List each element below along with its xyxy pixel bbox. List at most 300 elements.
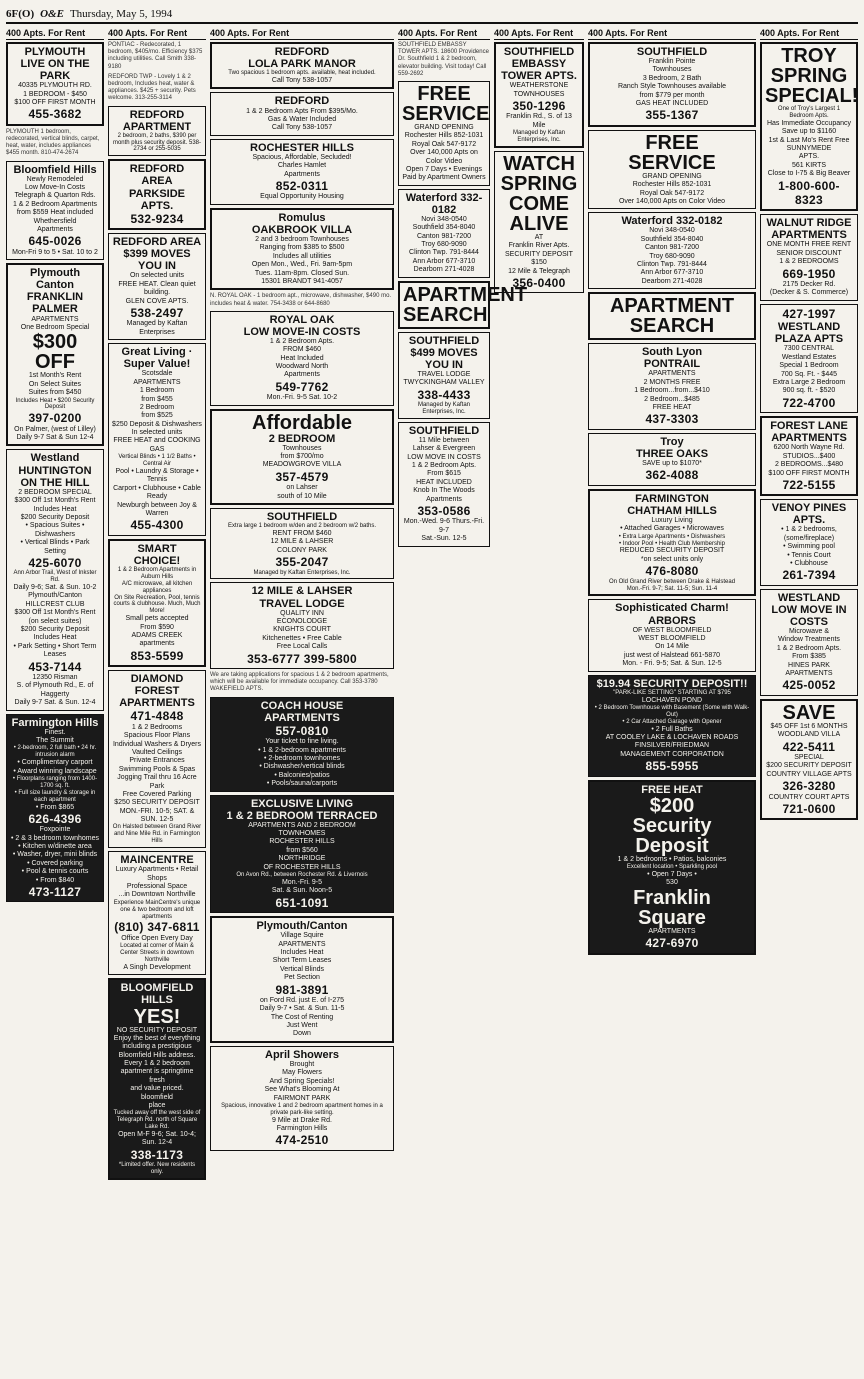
- ad-line: On Select Suites: [28, 380, 82, 388]
- ad-phone: 626-4396: [28, 811, 82, 826]
- ad-line: LOCHAVEN POND: [641, 696, 703, 704]
- ad-copy: Located at corner of Main & Center Streets in downtown Northville: [120, 943, 194, 964]
- ad-heading: 12 MILE & LAHSER: [251, 585, 353, 598]
- ad-heading: 2 BEDROOM: [268, 432, 336, 445]
- ad-line: 2 MONTHS FREE: [643, 378, 701, 386]
- ad-heading: MAINCENTRE: [120, 854, 194, 867]
- ad-heading: DIAMOND FOREST: [130, 673, 184, 698]
- ad-line: TRAVEL LODGE: [417, 370, 471, 378]
- ad-copy: Managed by Kaftan Enterprises, Inc.: [512, 130, 566, 144]
- ad-phone: 538-2497: [130, 305, 184, 320]
- ad-line: • Pools/sauna/carports: [266, 780, 338, 788]
- ad-line: And Spring Specials!: [269, 1077, 335, 1085]
- ad-line: 2175 Decker Rd.: [782, 281, 836, 289]
- ad-copy: Excellent location • Sparkling pool: [626, 864, 718, 871]
- ad-line: Vaulted Ceilings: [131, 748, 183, 756]
- ad-line: • Kitchen w/dinette area: [18, 843, 92, 851]
- ad-line: Includes Heat: [280, 948, 324, 956]
- ad-line: $250 SECURITY DEPOSIT: [114, 799, 200, 807]
- ad-headline: $300 OFF: [32, 331, 78, 374]
- ad-line: 3 Bedroom, 2 Bath: [642, 74, 702, 82]
- ad-line: Open M-F 9-6; Sat. 10-4; Sun. 12-4: [118, 1131, 196, 1147]
- ad-line: Small pets accepted: [125, 615, 189, 623]
- ad-phone: 855-5955: [645, 759, 699, 774]
- ad-line: SAVE up to $1070*: [642, 459, 702, 467]
- ad-line: 1st & Last Mo's Rent Free: [768, 136, 850, 144]
- ad-line: Sat.-Sun. 12-5: [421, 535, 467, 543]
- ad-line: Troy 680-9090: [421, 241, 467, 249]
- display-ad: [210, 697, 394, 792]
- ad-line: • Dishwasher/vertical blinds: [259, 763, 345, 771]
- ad-phone: 721-0600: [782, 801, 836, 816]
- ad-phone: 722-4700: [782, 395, 836, 410]
- ad-line: $200 Security Deposit: [20, 626, 90, 634]
- display-ad: [760, 304, 858, 413]
- ad-line: south of 10 Mile: [277, 492, 327, 500]
- ad-line: Knob In The Woods: [413, 487, 475, 495]
- ad-copy: On Site Recreation, Pool, tennis courts & clubhouse. Much, Much More!: [113, 594, 201, 615]
- ad-phone: 425-0052: [782, 678, 836, 693]
- ad-line: from $779 per month: [639, 91, 705, 99]
- ad-line: KNIGHTS COURT: [273, 626, 331, 634]
- ad-phone: 474-2510: [275, 1133, 329, 1148]
- ad-phone: 455-4300: [130, 518, 184, 533]
- ad-line: Daily 9-6; Sat. & Sun. 10-2: [13, 584, 97, 592]
- ad-line: Sat. & Sun. Noon-5: [271, 887, 333, 895]
- ad-line: Every 1 & 2 bedroom: [124, 1060, 190, 1068]
- ad-line: Free Local Calls: [276, 643, 328, 651]
- ad-line: WEST BLOOMFIELD: [638, 635, 706, 642]
- ad-line: GRAND OPENING: [642, 172, 702, 180]
- ad-line: WEATHERSTONE: [509, 82, 569, 90]
- ad-line: • Washer, dryer, mini blinds: [12, 851, 98, 859]
- section-heading: 400 Apts. For Rent: [494, 28, 584, 40]
- ad-line: APARTMENTS: [133, 378, 181, 386]
- ad-line: Private Entrances: [129, 757, 185, 765]
- display-ad: [398, 332, 490, 419]
- section-heading: 400 Apts. For Rent: [398, 28, 490, 40]
- display-ad: [108, 343, 206, 536]
- ad-headline: Franklin: [633, 886, 711, 909]
- ad-line: Ann Arbor 677-3710: [412, 257, 476, 265]
- ad-heading: ARBORS: [648, 614, 696, 627]
- ad-line: Franklin River Apts.: [508, 242, 570, 250]
- ad-line: SPECIAL: [794, 754, 824, 761]
- ad-line: Royal Oak 547-9172: [639, 189, 705, 197]
- ad-line: A Singh Development: [123, 963, 191, 971]
- ad-line: See What's Blooming At: [264, 1086, 340, 1094]
- ad-line: The Summit: [36, 737, 74, 745]
- display-ad: [588, 292, 756, 340]
- display-ad: [398, 81, 490, 186]
- ad-heading: COACH HOUSE: [260, 699, 344, 712]
- ad-line: Apartments: [426, 495, 462, 503]
- ad-line: Royal Oak 547-9172: [411, 140, 477, 148]
- ad-line: ADAMS CREEK: [131, 631, 183, 639]
- ad-heading: Sophisticated Charm!: [615, 602, 729, 615]
- ad-headline: SAVE: [782, 701, 836, 724]
- ad-line: Short Term Leases: [272, 957, 332, 965]
- ad-line: 2 Bedroom...$485: [644, 395, 700, 403]
- ad-phone: 669-1950: [782, 266, 836, 281]
- ad-heading: WESTLAND PLAZA APTS: [774, 321, 844, 346]
- ad-line: Spacious Floor Plans: [123, 732, 191, 740]
- ad-line: Daily 9-7 Sat. & Sun. 12-4: [14, 699, 96, 707]
- ad-copy: *Limited offer. New residents only.: [118, 1162, 196, 1176]
- ad-line: 2 Bedroom: [139, 403, 175, 411]
- ad-line: Mon.-Fri. 9-5: [281, 878, 323, 886]
- ad-heading: April Showers: [265, 1048, 339, 1061]
- ad-line: APARTMENTS: [785, 670, 833, 678]
- section-heading: 400 Apts. For Rent: [210, 28, 394, 40]
- display-ad: [494, 42, 584, 148]
- ad-line: on Ford Rd. just E. of I-275: [259, 996, 345, 1004]
- ad-line: apartment is springtime fresh: [120, 1068, 194, 1084]
- ad-line: 530: [666, 879, 678, 887]
- ad-line: Gas & Water Included: [267, 115, 337, 123]
- ad-line: The Cost of Renting: [270, 1013, 334, 1021]
- display-ad: [398, 189, 490, 278]
- ad-headline: $200: [649, 794, 695, 817]
- publication-name: O&E: [40, 8, 64, 20]
- display-ad: [398, 422, 490, 547]
- ad-copy: On Old Grand River between Drake & Halstead: [608, 578, 736, 585]
- ad-line: HEAT INCLUDED: [416, 478, 472, 486]
- classified-columns: [6, 28, 858, 1358]
- ad-copy: • Indoor Pool • Health Club Membership: [619, 540, 725, 547]
- ad-line: 1 & 2 bedrooms • Patios, balconies: [617, 855, 727, 863]
- ad-line: 1 Bedroom: [139, 387, 175, 395]
- ad-headline: TROY: [781, 45, 837, 67]
- ad-line: TOWNHOUSES: [513, 90, 565, 98]
- ad-line: Luxury Apartments • Retail Shops: [115, 866, 199, 882]
- ad-heading: Bloomfield Hills: [13, 163, 97, 176]
- ad-copy: Managed by Kaftan Enterprises, Inc.: [417, 402, 471, 415]
- ad-heading: $19.94 SECURITY DEPOSIT!!: [596, 677, 748, 690]
- ad-heading: APARTMENTS: [771, 432, 847, 445]
- ad-line: ROCHESTER HILLS: [269, 838, 335, 846]
- display-ad: [398, 281, 528, 329]
- ad-copy: Managed by Kaftan Enterprises, Inc.: [253, 569, 351, 576]
- ad-line: On 14 Mile: [655, 643, 689, 651]
- ad-line: from $700/mo: [280, 453, 324, 461]
- issue-date: Thursday, May 5, 1994: [69, 8, 173, 20]
- ad-line: OF WEST BLOOMFIELD: [632, 626, 712, 634]
- ad-headline: Affordable: [252, 411, 352, 434]
- ad-phone: 353-0586: [417, 504, 471, 519]
- ad-heading: WALNUT RIDGE: [766, 217, 852, 230]
- ad-copy: 2 bedroom, 2 baths, $390 per month plus security deposit. 538-2734 or 255-5035: [112, 132, 202, 153]
- ad-heading: REDFORD: [274, 46, 330, 58]
- ad-heading: Plymouth Canton: [29, 267, 81, 292]
- ad-heading: EMBASSY TOWER APTS.: [501, 58, 577, 83]
- ad-line: 7300 CENTRAL: [783, 345, 835, 353]
- ad-line: • Park Setting • Short Term Leases: [13, 642, 97, 659]
- display-ad: [210, 208, 394, 291]
- display-ad: [210, 916, 394, 1043]
- ad-phone: 532-9234: [130, 211, 184, 226]
- section-heading: 400 Apts. For Rent: [760, 28, 858, 40]
- ad-phone: 981-3891: [275, 982, 329, 997]
- display-ad: [108, 159, 206, 230]
- ad-heading: EXCLUSIVE LIVING: [250, 797, 354, 810]
- ad-line: COLONY PARK: [277, 546, 327, 554]
- ad-line: Includes Heat: [33, 634, 77, 642]
- ad-line: Dearborn 271-4028: [413, 266, 475, 274]
- ad-line: From $385: [792, 653, 826, 661]
- ad-line: $45 OFF 1st 6 MONTHS: [770, 722, 848, 730]
- ad-line: Extra Large 2 Bedroom: [772, 378, 846, 386]
- ad-phone: 355-1367: [645, 108, 699, 123]
- ad-headline: APARTMENT: [403, 283, 528, 306]
- display-ad: [588, 130, 756, 210]
- ad-line: 40335 PLYMOUTH RD.: [18, 82, 92, 90]
- display-ad: [6, 714, 104, 903]
- ad-line: 12 Mile & Telegraph: [508, 267, 570, 275]
- ad-phone: 853-5599: [130, 648, 184, 663]
- ad-line: 2 and 3 bedroom Townhouses: [255, 235, 349, 243]
- ad-line: Professional Space: [126, 883, 188, 891]
- ad-copy: Includes Heat • $200 Security Deposit: [15, 397, 95, 411]
- ad-phone: 338-1173: [130, 1147, 184, 1162]
- ad-line: SUNNYMEDE: [786, 144, 832, 152]
- ad-phone: 1-800-600-8323: [778, 178, 840, 207]
- ad-line: LOW MOVE IN COSTS: [407, 453, 481, 461]
- ad-line: Bloomfield Hills address.: [118, 1051, 196, 1059]
- ad-line: Rochester Hills 852-1031: [632, 181, 712, 189]
- ad-line: SECURITY DEPOSIT $150: [505, 250, 573, 267]
- ad-headline: APARTMENT: [609, 295, 735, 318]
- ad-line: HILLCREST CLUB: [25, 600, 85, 608]
- ad-copy: Extra large 1 bedroom w/den and 2 bedroom w/2 baths.: [227, 523, 377, 530]
- ad-line: FREE HEAT and COOKING GAS: [113, 437, 201, 453]
- ad-line: APARTMENTS: [31, 315, 79, 323]
- ad-phone: 422-5411: [782, 739, 836, 754]
- ad-line: Apartments: [284, 371, 320, 379]
- ad-copy: • 2 Bedroom Townhouse with Basement (Some with Walk-Out): [594, 704, 750, 718]
- ad-line: Clinton Twp. 791-8444: [637, 261, 707, 269]
- ad-line: Close to I-75 & Big Beaver: [767, 170, 851, 178]
- ad-line: APTS.: [798, 153, 820, 161]
- ad-heading: Plymouth/Canton: [256, 920, 348, 933]
- ad-line: 700 Sq. Ft. - $445: [780, 370, 838, 378]
- column-4: [398, 28, 528, 1358]
- ad-headline: SPECIAL!: [765, 85, 859, 107]
- display-ad: [210, 508, 394, 579]
- column-5: [494, 28, 584, 1358]
- display-ad: [108, 106, 206, 157]
- ad-line: $250 Deposit & Dishwashers: [112, 420, 202, 428]
- ad-line: from $525: [141, 412, 173, 420]
- ad-line: One Bedroom Special: [20, 323, 90, 331]
- ad-copy: One of Troy's Largest 1 Bedroom Apts.: [777, 106, 841, 119]
- ad-line: Plymouth/Canton: [28, 592, 82, 600]
- ad-phone: 338-4433: [417, 387, 471, 402]
- ad-line: • Clubhouse: [790, 560, 828, 568]
- ad-line: Ranging from $385 to $500: [259, 244, 345, 252]
- ad-heading: SOUTHFIELD: [408, 334, 480, 347]
- ad-line: Luxury Living: [651, 516, 693, 524]
- display-ad: [588, 212, 756, 289]
- ad-line: Mon. - Fri. 9-5; Sat. & Sun. 12-5: [622, 660, 722, 668]
- ad-heading: FOREST LANE: [770, 420, 848, 433]
- column-1: [6, 28, 104, 1358]
- page-footer: [6, 1362, 858, 1372]
- ad-phone: 437-3303: [645, 412, 699, 427]
- ad-line: Enjoy the best of everything: [113, 1034, 201, 1042]
- ad-line: Newburgh between Joy & Warren: [117, 501, 197, 517]
- ad-heading: PLYMOUTH: [24, 46, 86, 58]
- ad-line: Just Went: [286, 1022, 318, 1030]
- line-ad: PLYMOUTH 1 bedroom, redecorated, vertical blinds, carpet, heat, water, includes appliances $455 month. 810-474-2674: [6, 128, 100, 157]
- ad-line: AT COOLEY LAKE & LOCHAVEN ROADS: [605, 734, 739, 741]
- ad-phone: 357-4579: [275, 469, 329, 484]
- ad-line: Paid by Apartment Owners: [402, 174, 486, 182]
- ad-line: apartments: [139, 640, 175, 648]
- ad-line: Window Treatments: [778, 636, 840, 644]
- ad-line: • Pool & tennis courts: [21, 868, 89, 876]
- ad-line: COUNTRY COURT APTS: [768, 793, 850, 801]
- ad-line: • Open 7 Days •: [647, 870, 697, 878]
- ad-line: WOODLAND VILLA: [777, 731, 841, 739]
- ad-line: Scotsdale: [141, 370, 173, 378]
- ad-line: • 1 & 2-bedroom apartments: [258, 746, 346, 754]
- display-ad: [760, 589, 858, 696]
- ad-line: Heat Included: [280, 354, 324, 362]
- display-ad: [588, 433, 756, 486]
- ad-headline: WATCH: [503, 153, 575, 176]
- ad-line: Individual Washers & Dryers: [112, 740, 202, 748]
- ad-copy: Experience MainCentre's unique one & two bedroom and loft apartments: [113, 899, 201, 920]
- display-ad: [6, 42, 104, 126]
- ad-phone: 455-3682: [28, 107, 82, 122]
- ad-line: Has Immediate Occupancy: [766, 119, 852, 127]
- ad-line: 2 BEDROOM SPECIAL: [18, 488, 92, 496]
- ad-copy: Vertical Blinds • 1 1/2 Baths • Central Air: [118, 454, 196, 468]
- display-ad: [588, 489, 756, 597]
- ad-line: Newly Remodeled: [26, 175, 84, 183]
- ad-line: Daily 9-7 Sat & Sun 12-4: [16, 434, 94, 442]
- ad-line: just west of Halstead 661-5870: [623, 651, 721, 659]
- ad-line: Foxpointe: [39, 826, 71, 834]
- display-ad: [760, 699, 858, 821]
- ad-line: 12350 Risman: [32, 673, 78, 681]
- column-6: [588, 28, 756, 1358]
- ad-line: • Balconies/patios: [274, 771, 330, 779]
- ad-heading: REDFORD AREA: [112, 236, 202, 249]
- ad-phone: 350-1296: [512, 99, 566, 114]
- ad-line: Mon.-Fri. 9-5 Sat. 10-2: [266, 394, 338, 402]
- ad-heading: THREE OAKS: [635, 447, 709, 460]
- ad-line: HINES PARK: [788, 661, 830, 669]
- ad-line: and value priced.: [130, 1085, 184, 1093]
- display-ad: [108, 233, 206, 340]
- ad-heading: SMART CHOICE!: [133, 542, 181, 567]
- ad-line: GLEN COVE APTS.: [125, 297, 189, 305]
- ad-heading: CHATHAM HILLS: [627, 504, 717, 517]
- ad-line: FAIRMONT PARK: [273, 1094, 331, 1102]
- ad-line: Finest.: [44, 728, 66, 736]
- ad-line: 6200 North Wayne Rd.: [773, 444, 845, 452]
- ad-line: 1 BEDROOM - $450: [23, 90, 87, 98]
- ad-line: Pool • Laundry & Storage • Tennis: [115, 468, 199, 484]
- ad-heading: $499 MOVES YOU IN: [410, 346, 478, 371]
- ad-copy: • Extra Large Apartments • Dishwashers: [618, 533, 726, 540]
- ad-line: Dearborn 271-4028: [641, 277, 703, 285]
- ad-line: • 2-bedroom townhomes: [264, 754, 340, 762]
- ad-phone: 353-6777 399-5800: [247, 651, 357, 666]
- ad-line: APARTMENTS AND 2 BEDROOM: [248, 821, 356, 829]
- ad-heading: Waterford 332-0182: [405, 191, 483, 216]
- ad-line: RENT FROM $460: [272, 530, 332, 538]
- ad-line: Franklin Pointe: [648, 58, 696, 66]
- ad-line: MEADOWGROVE VILLA: [262, 461, 342, 469]
- ad-phone: 722-5155: [782, 477, 836, 492]
- ad-line: $200 Security Deposit: [20, 513, 90, 521]
- ad-line: Low Move-In Costs: [25, 184, 85, 192]
- ad-phone: 326-3280: [782, 779, 836, 794]
- ad-line: NO SECURITY DEPOSIT: [116, 1026, 198, 1034]
- line-ad: We are taking applications for spacious 1 & 2 bedroom apartments, which will be available for immediate occupancy. Call 353-3780 WAKEFIELD APTS.: [210, 672, 389, 693]
- ad-line: Special 1 Bedroom: [779, 362, 839, 370]
- display-ad: [210, 139, 394, 205]
- ad-phone: (810) 347-6811: [114, 920, 200, 935]
- ad-line: Free Covered Parking: [122, 790, 192, 798]
- ad-copy: On Halsted between Grand River and Nine Mile Rd. in Farmington Hills: [112, 824, 202, 845]
- ad-line: from $559 Heat included: [16, 209, 94, 217]
- ad-line: 1 & 2 Bedroom Apts.: [269, 337, 335, 345]
- ad-line: Over 140,000 Apts on Color Video: [410, 149, 478, 165]
- ad-phone: 651-1091: [275, 895, 329, 910]
- ad-heading: ROYAL OAK: [269, 313, 335, 326]
- ad-copy: • Floorplans ranging from 1400-1700 sq. ft.: [12, 775, 98, 789]
- ad-line: Office Open Every Day: [121, 934, 193, 942]
- ad-line: place: [148, 1102, 166, 1110]
- ad-copy: Mon.-Fri. 9-7; Sat. 11-5; Sun. 11-4: [626, 585, 718, 592]
- ad-line: On Palmer, (west of Lilley): [14, 425, 96, 433]
- display-ad: [760, 214, 858, 301]
- ad-line: Jogging Trail thru 16 Acre Park: [117, 774, 197, 790]
- ad-line: Your ticket to fine living.: [265, 738, 339, 746]
- column-8: [760, 28, 858, 1358]
- ad-line: Carport • Clubhouse • Cable Ready: [113, 484, 201, 501]
- ad-line: 1 & 2 Bedroom Apts From $395/Mo.: [246, 107, 358, 115]
- ad-line: Includes all utilities: [272, 252, 332, 260]
- ad-line: Canton 981-7200: [416, 232, 472, 240]
- display-ad: [6, 263, 104, 446]
- display-ad: [6, 449, 104, 710]
- ad-heading: Westland: [30, 452, 80, 465]
- ad-line: $300 Off 1st Month's Rent: [14, 609, 96, 617]
- ad-phone: 471-4848: [130, 709, 184, 724]
- ad-heading: Romulus: [278, 211, 326, 224]
- ad-phone: 473-1127: [28, 885, 82, 900]
- ad-phone: 355-2047: [275, 555, 329, 570]
- ad-line: S. of Plymouth Rd., E. of Haggerty: [16, 682, 94, 698]
- ad-line: Troy 680-9090: [649, 252, 695, 260]
- ad-line: bloomfield: [141, 1093, 173, 1101]
- ad-heading: WESTLAND: [777, 591, 841, 604]
- ad-heading: LOW MOVE-IN COSTS: [243, 325, 361, 338]
- ad-line: Southfield 354-8040: [412, 224, 476, 232]
- ad-line: FREE HEAT: [652, 403, 692, 411]
- ad-heading: SOUTHFIELD: [636, 46, 708, 58]
- display-ad: [760, 499, 858, 586]
- ad-line: 561 KIRTS: [791, 161, 827, 169]
- ad-headline: FREE: [417, 82, 471, 105]
- ad-line: STUDIOS...$400: [782, 452, 836, 460]
- ad-line: • 1 & 2 bedrooms, (some/fireplace): [781, 526, 837, 542]
